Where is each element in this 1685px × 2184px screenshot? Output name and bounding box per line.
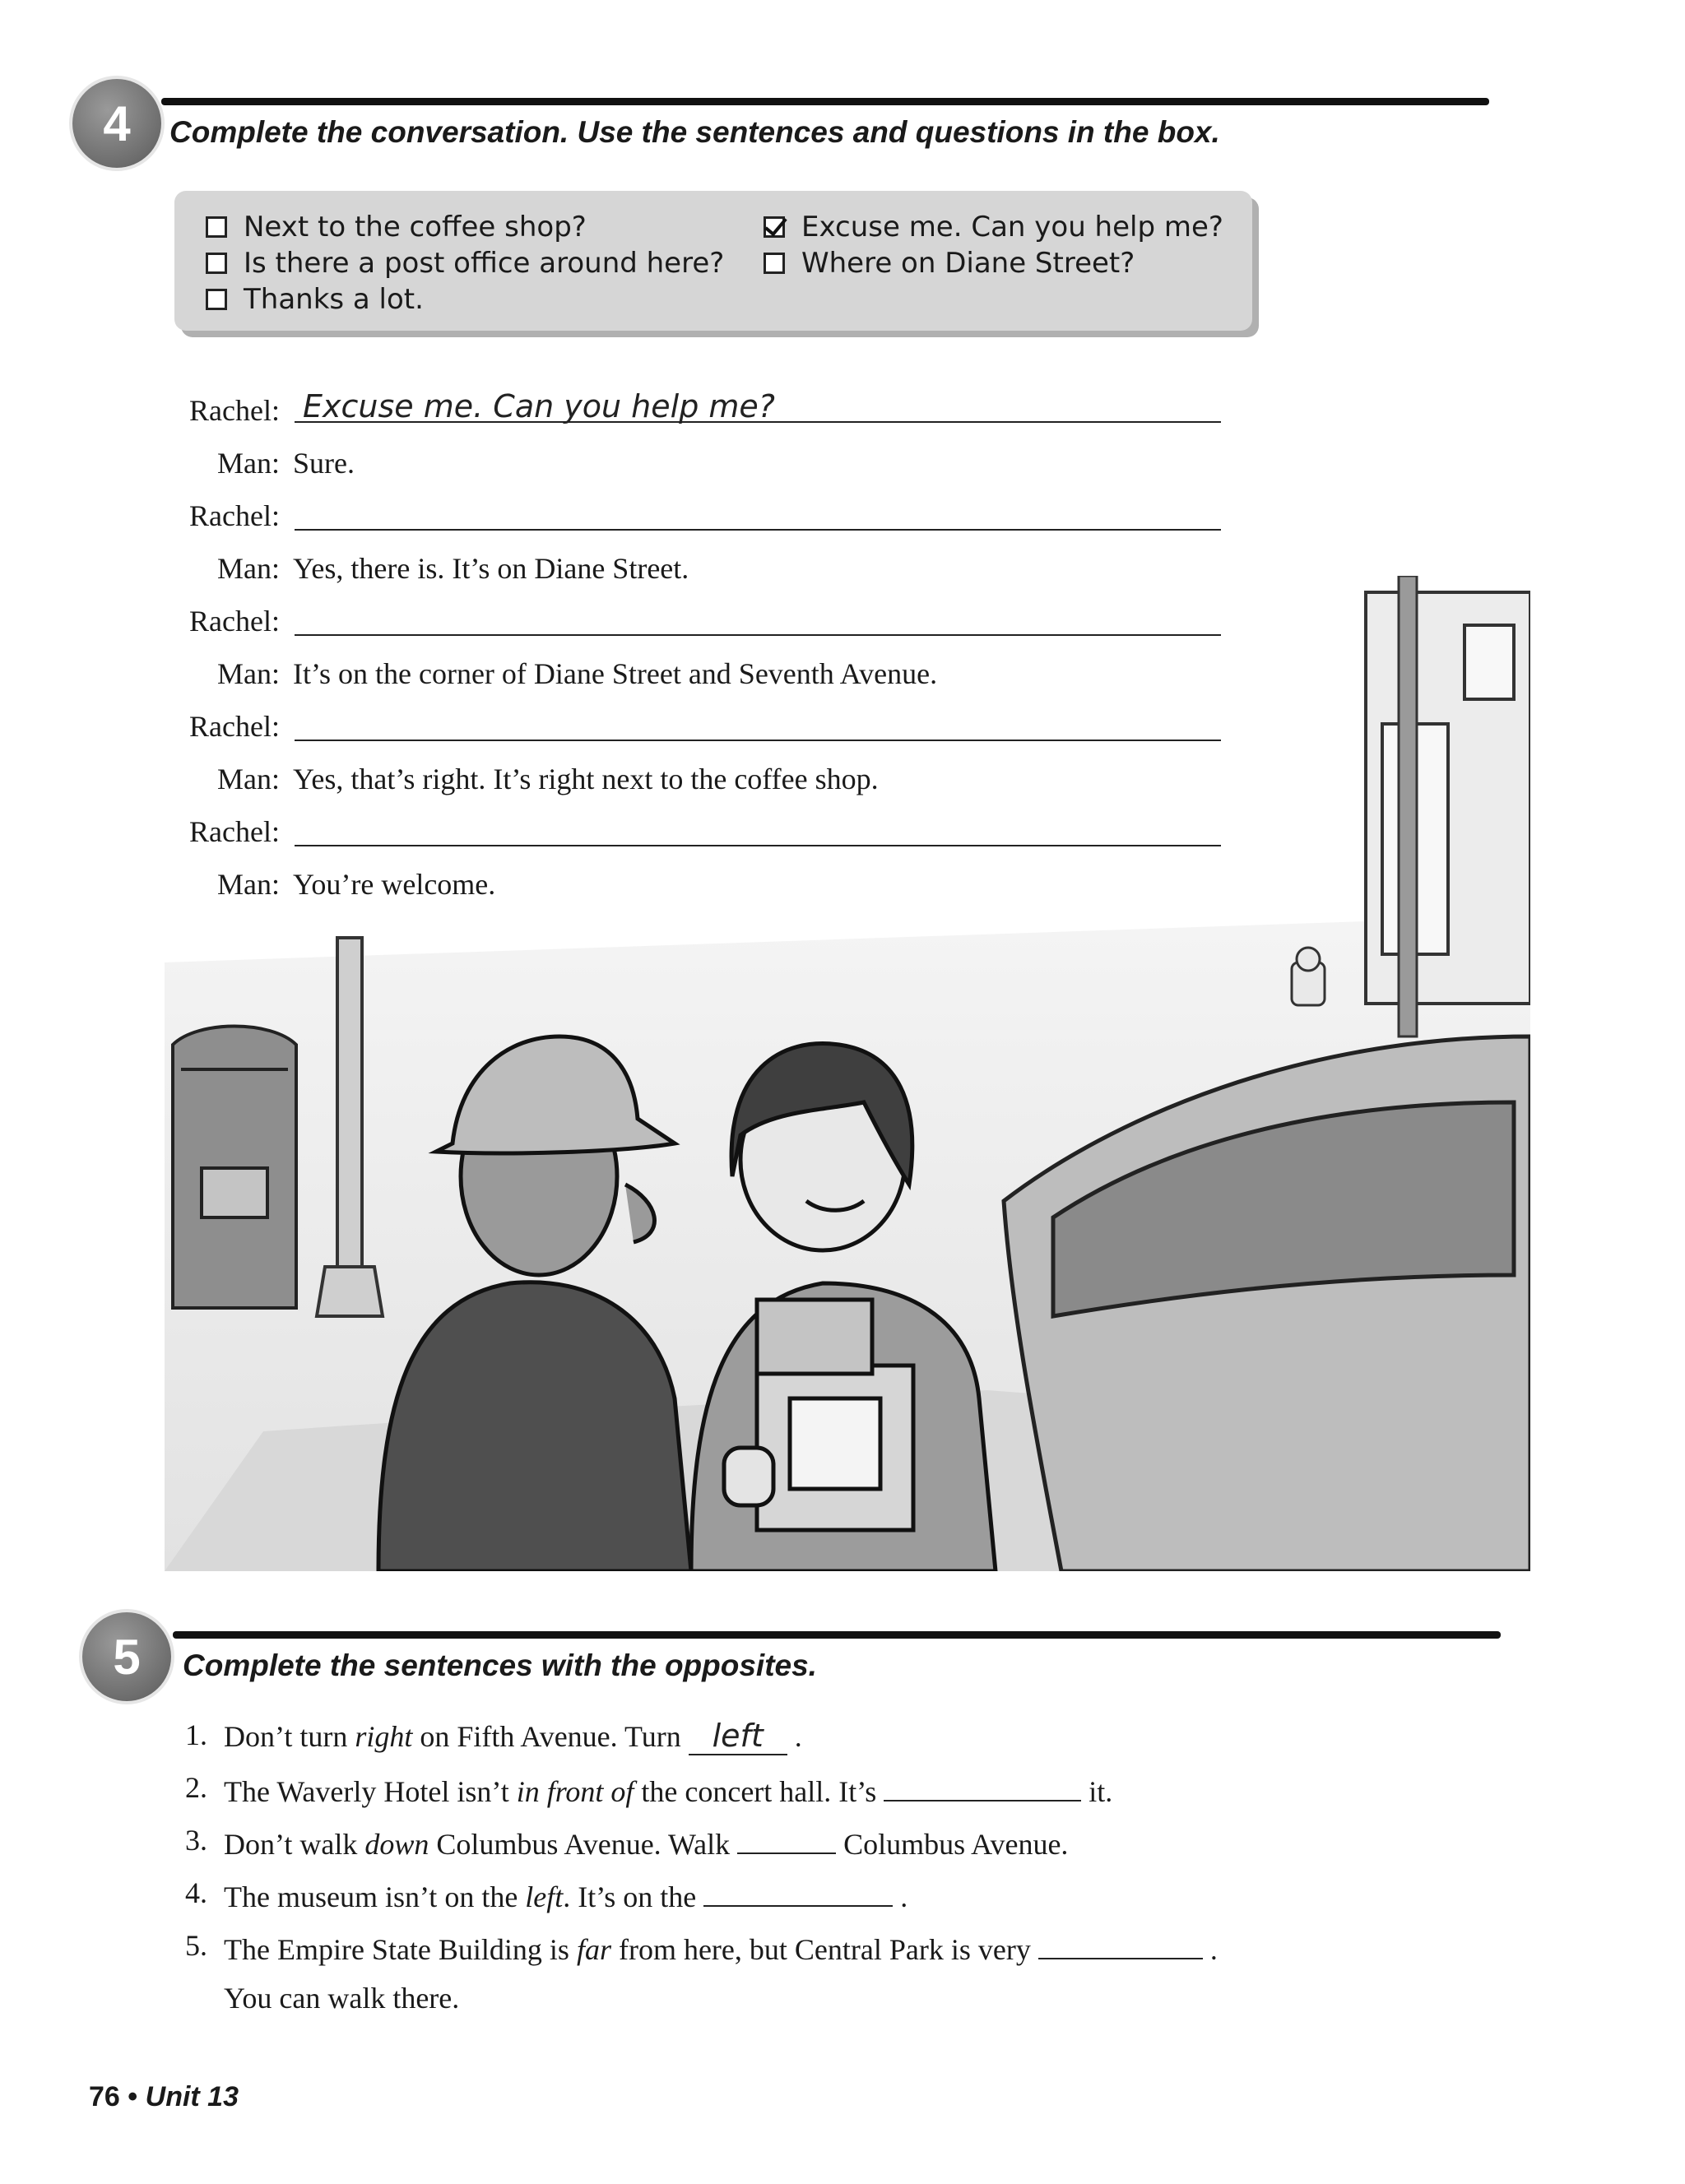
answer-blank-2[interactable] [884, 1770, 1081, 1801]
item-number: 2. [185, 1771, 207, 1804]
street-illustration [165, 576, 1530, 1571]
speaker-label: Rachel: [189, 499, 280, 532]
dialogue-line: Yes, that’s right. It’s right next to the coffee shop. [293, 763, 879, 795]
item-5-continuation: You can walk there. [224, 1982, 460, 2015]
exercise-5-instruction: Complete the sentences with the opposites. [183, 1648, 817, 1682]
item-sentence-3: Don’t walk down Columbus Avenue. Walk Columbus Avenue. [224, 1823, 1068, 1862]
item-number: 1. [185, 1718, 207, 1751]
answer-blank-5[interactable] [1038, 1928, 1203, 1959]
option-next-to-coffee-shop[interactable]: Next to the coffee shop? [206, 211, 587, 243]
dialogue-line: You’re welcome. [293, 868, 496, 901]
answer-blank-1[interactable]: left [689, 1718, 787, 1755]
item-number: 4. [185, 1876, 207, 1909]
speaker-label: Rachel: [189, 710, 280, 743]
footer-bullet: • [128, 2081, 138, 2112]
answer-blank[interactable] [295, 529, 1221, 531]
speaker-label: Man: [217, 552, 280, 585]
answer-handwritten: Excuse me. Can you help me? [303, 388, 775, 424]
speaker-label: Man: [217, 868, 280, 901]
checkbox-icon[interactable] [206, 253, 227, 274]
dialogue-line: It’s on the corner of Diane Street and Seventh Avenue. [293, 657, 938, 690]
item-number: 3. [185, 1824, 207, 1857]
speaker-label: Rachel: [189, 394, 280, 427]
speaker-label: Rachel: [189, 815, 280, 848]
item-sentence-1: Don’t turn right on Fifth Avenue. Turn left . [224, 1718, 802, 1754]
fire-hydrant [1292, 948, 1325, 1005]
checkbox-icon[interactable] [206, 289, 227, 310]
exercise-5-number-badge: 5 [82, 1612, 171, 1701]
dialogue-line: Yes, there is. It’s on Diane Street. [293, 552, 689, 585]
checked-checkbox-icon[interactable] [764, 216, 785, 238]
mailbox [173, 1027, 296, 1309]
exercise-4-instruction: Complete the conversation. Use the sentences and questions in the box. [169, 115, 1220, 149]
item-sentence-4: The museum isn’t on the left. It’s on the . [224, 1876, 907, 1914]
option-where-diane-street[interactable]: Where on Diane Street? [764, 247, 1135, 280]
exercise-4-rule [161, 98, 1489, 105]
speaker-label: Rachel: [189, 605, 280, 638]
speaker-label: Man: [217, 763, 280, 795]
item-number: 5. [185, 1929, 207, 1962]
exercise-4-number-badge: 4 [72, 79, 161, 168]
checkbox-icon[interactable] [206, 216, 227, 238]
option-post-office[interactable]: Is there a post office around here? [206, 247, 724, 280]
speaker-label: Man: [217, 447, 280, 480]
sentence-box [174, 191, 1252, 331]
answer-blank-4[interactable] [703, 1876, 893, 1907]
answer-blank[interactable] [295, 421, 1221, 423]
page-footer [89, 2081, 239, 2113]
item-sentence-5: The Empire State Building is far from here, but Central Park is very . [224, 1928, 1218, 1967]
option-thanks[interactable]: Thanks a lot. [206, 283, 424, 316]
exercise-5-rule [173, 1631, 1501, 1639]
checkbox-icon[interactable] [764, 253, 785, 274]
answer-blank-3[interactable] [737, 1823, 836, 1854]
street-pole [1399, 576, 1417, 1036]
item-sentence-2: The Waverly Hotel isn’t in front of the concert hall. It’s it. [224, 1770, 1112, 1809]
option-excuse-me[interactable]: Excuse me. Can you help me? [764, 211, 1223, 243]
unit-label: Unit 13 [145, 2081, 239, 2112]
building [1366, 592, 1530, 1004]
page-number: 76 [89, 2081, 120, 2112]
speaker-label: Man: [217, 657, 280, 690]
dialogue-line: Sure. [293, 447, 355, 480]
